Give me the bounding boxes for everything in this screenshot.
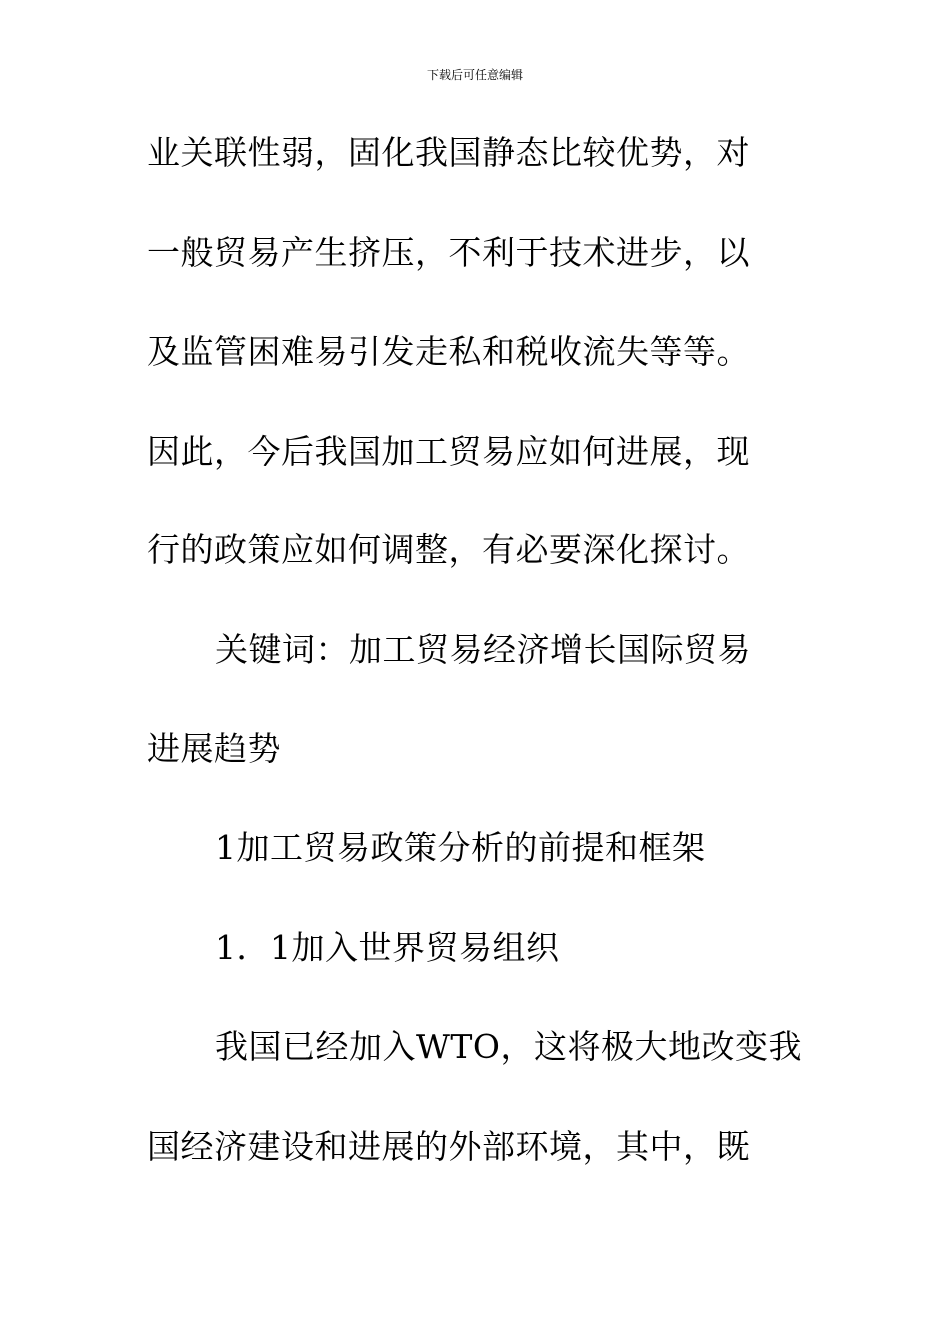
body-text-line: 一般贸易产生挤压，不利于技术进步，以 xyxy=(147,233,750,272)
body-text-line: 国经济建设和进展的外部环境，其中，既 xyxy=(147,1127,750,1166)
subsection-heading: 1．1加入世界贸易组织 xyxy=(215,928,560,967)
body-text-line: 及监管困难易引发走私和税收流失等等。 xyxy=(147,332,750,371)
body-text-line: 因此，今后我国加工贸易应如何进展，现 xyxy=(147,432,750,471)
body-text-line: 业关联性弱，固化我国静态比较优势，对 xyxy=(147,133,750,172)
body-text-line: 我国已经加入WTO，这将极大地改变我 xyxy=(215,1027,802,1066)
keywords-continuation: 进展趋势 xyxy=(147,729,281,768)
header-note: 下载后可任意编辑 xyxy=(426,68,523,82)
body-text-line: 行的政策应如何调整，有必要深化探讨。 xyxy=(147,530,750,569)
keywords-line: 关键词：加工贸易经济增长国际贸易 xyxy=(215,630,751,669)
section-heading: 1加工贸易政策分析的前提和框架 xyxy=(215,828,706,867)
